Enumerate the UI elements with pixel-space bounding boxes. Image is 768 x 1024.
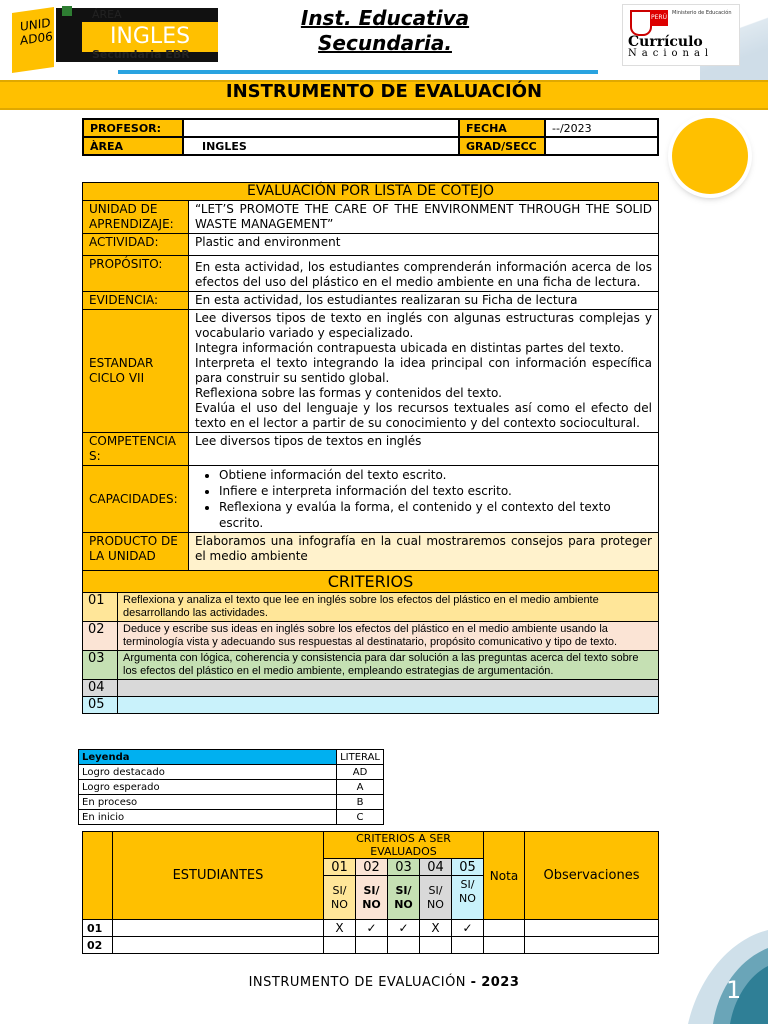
criterio-text[interactable] xyxy=(118,697,659,714)
logo-ministerio: Ministerio de Educación xyxy=(672,10,732,16)
subject-tag: INGLES xyxy=(82,22,218,52)
grad-label: GRAD/SECC xyxy=(459,137,545,155)
estudiantes-header: ESTUDIANTES xyxy=(113,832,324,920)
footer-sep: - xyxy=(470,975,477,990)
mark-cell[interactable] xyxy=(356,937,388,954)
observaciones-header: Observaciones xyxy=(525,832,659,920)
header-ribbon-accent xyxy=(62,6,72,16)
mark-cell[interactable] xyxy=(388,937,420,954)
criterio-num: 04 xyxy=(83,680,118,697)
row-label: ACTIVIDAD: xyxy=(83,234,189,256)
row-value: En esta actividad, los estudiantes realizaran su Ficha de lectura xyxy=(189,292,659,310)
fecha-field[interactable]: --/2023 xyxy=(545,119,658,137)
student-num: 02 xyxy=(83,937,113,954)
footer-year: 2023 xyxy=(481,975,520,990)
grad-field[interactable] xyxy=(545,137,658,155)
leyenda-label: En proceso xyxy=(79,795,337,810)
cotejo-table xyxy=(82,182,659,574)
logo-curriculo: Currículo xyxy=(628,34,703,50)
criterio-col-05: 05 xyxy=(452,859,484,876)
mark-cell[interactable]: ✓ xyxy=(388,920,420,937)
nota-header: Nota xyxy=(484,832,525,920)
area-label: ÁREA xyxy=(92,8,122,21)
row-label: PROPÓSITO: xyxy=(83,256,189,292)
decor-circle xyxy=(672,118,748,194)
criterio-text: Reflexiona y analiza el texto que lee en inglés sobre los efectos del plástico en el medio ambiente desarrollando las actividades. xyxy=(118,593,659,622)
capacidad-item: • Obtiene información del texto escrito. xyxy=(219,467,652,483)
mark-cell[interactable] xyxy=(324,937,356,954)
footer xyxy=(0,975,768,990)
leyenda-table xyxy=(78,749,384,825)
row-label: EVIDENCIA: xyxy=(83,292,189,310)
row-value: Plastic and environment xyxy=(189,234,659,256)
mark-cell[interactable]: X xyxy=(324,920,356,937)
page-title: INSTRUMENTO DE EVALUACIÓN xyxy=(225,81,543,102)
num-col-header xyxy=(83,832,113,920)
leyenda-label: Logro esperado xyxy=(79,780,337,795)
competencias-value: Lee diversos tipos de textos en inglés xyxy=(189,433,659,466)
mark-cell[interactable]: X xyxy=(420,920,452,937)
leyenda-label: Logro destacado xyxy=(79,765,337,780)
footer-text: INSTRUMENTO DE EVALUACIÓN xyxy=(248,975,467,990)
header-divider xyxy=(118,70,598,74)
estandar-line: Lee diversos tipos de texto en inglés con algunas estructuras complejas y vocabulario variado y especializado. xyxy=(195,311,652,340)
row-label: UNIDAD DE APRENDIZAJE: xyxy=(83,201,189,234)
sino-label: SI/ NO xyxy=(324,876,356,920)
sino-label: SI/ NO xyxy=(452,876,484,920)
unit-badge: UNID AD06 xyxy=(12,7,54,73)
student-name-field[interactable] xyxy=(113,937,324,954)
estandar-line: Integra información contrapuesta ubicada en distintas partes del texto. xyxy=(195,341,625,355)
observaciones-field[interactable] xyxy=(525,920,659,937)
sino-label: SI/ NO xyxy=(356,876,388,920)
area-label-cell: ÀREA xyxy=(83,137,183,155)
leyenda-literal: LITERAL xyxy=(337,750,384,765)
nota-field[interactable] xyxy=(484,937,525,954)
criterio-text[interactable] xyxy=(118,680,659,697)
capacidad-item: • Reflexiona y evalúa la forma, el contenido y el contexto del texto escrito. xyxy=(219,499,652,531)
area-field[interactable]: INGLES xyxy=(183,137,459,155)
mark-cell[interactable]: ✓ xyxy=(356,920,388,937)
competencias-label: COMPETENCIAS: xyxy=(83,433,189,466)
logo-nacional: Nacional xyxy=(628,48,714,59)
criterio-num: 01 xyxy=(83,593,118,622)
leyenda-label: En inicio xyxy=(79,810,337,825)
student-num: 01 xyxy=(83,920,113,937)
producto-label: PRODUCTO DE LA UNIDAD xyxy=(83,533,189,574)
estandar-label: ESTANDAR CICLO VII xyxy=(83,310,189,433)
criterios-table xyxy=(82,570,659,714)
sino-label: SI/ NO xyxy=(420,876,452,920)
shield-icon xyxy=(630,10,652,36)
students-table xyxy=(82,831,659,954)
criterio-text: Deduce y escribe sus ideas en inglés sobre los efectos del plástico en el medio ambiente usando la terminología vista y adecuando sus respuestas al destinatario, propósito comunicativo y tipo de texto. xyxy=(118,622,659,651)
level-label: Secundaria EBR xyxy=(92,48,190,61)
row-value: “LET’S PROMOTE THE CARE OF THE ENVIRONMENT THROUGH THE SOLID WASTE MANAGEMENT” xyxy=(189,201,659,234)
criterio-col-03: 03 xyxy=(388,859,420,876)
estandar-line: Interpreta el texto integrando la idea principal con información específica para construir su sentido global. xyxy=(195,356,652,385)
logo-peru: PERÚ xyxy=(650,10,668,26)
capacidades-value xyxy=(189,466,659,533)
estandar-line: Reflexiona sobre las formas y contenidos del texto. xyxy=(195,386,502,400)
cotejo-header: EVALUACIÓN POR LISTA DE COTEJO xyxy=(83,183,659,201)
profesor-label: PROFESOR: xyxy=(83,119,183,137)
criterios-header: CRITERIOS xyxy=(83,571,659,593)
leyenda-value: AD xyxy=(337,765,384,780)
mark-cell[interactable]: ✓ xyxy=(452,920,484,937)
criterio-num: 05 xyxy=(83,697,118,714)
capacidad-item: • Infiere e interpreta información del texto escrito. xyxy=(219,483,652,499)
nota-field[interactable] xyxy=(484,920,525,937)
criterio-num: 02 xyxy=(83,622,118,651)
leyenda-value: C xyxy=(337,810,384,825)
capacidades-label: CAPACIDADES: xyxy=(83,466,189,533)
mark-cell[interactable] xyxy=(420,937,452,954)
institution-title: Inst. Educativa Secundaria. xyxy=(300,6,470,55)
producto-value: Elaboramos una infografía en la cual mostraremos consejos para proteger el medio ambiente xyxy=(189,533,659,574)
student-name-field[interactable] xyxy=(113,920,324,937)
profesor-field[interactable] xyxy=(183,119,459,137)
estandar-line: Evalúa el uso del lenguaje y los recursos textuales así como el efecto del texto en el lector a partir de su conocimiento y del contexto sociocultural. xyxy=(195,401,652,430)
info-table xyxy=(82,118,659,156)
sino-label: SI/ NO xyxy=(388,876,420,920)
criterios-evaluados-header: CRITERIOS A SER EVALUADOS xyxy=(324,832,484,859)
mark-cell[interactable] xyxy=(452,937,484,954)
leyenda-value: B xyxy=(337,795,384,810)
criterio-num: 03 xyxy=(83,651,118,680)
criterio-col-04: 04 xyxy=(420,859,452,876)
estandar-value xyxy=(189,310,659,433)
page-number: 1 xyxy=(726,976,742,1004)
criterio-col-01: 01 xyxy=(324,859,356,876)
fecha-label: FECHA xyxy=(459,119,545,137)
criterio-col-02: 02 xyxy=(356,859,388,876)
criterio-text: Argumenta con lógica, coherencia y consistencia para dar solución a las preguntas acerca del texto sobre los efectos del plástico en el medio ambiente, empleando estrategias de argumentación. xyxy=(118,651,659,680)
row-value: En esta actividad, los estudiantes comprenderán información acerca de los efectos del uso del plástico en el medio ambiente en una ficha de lectura. xyxy=(189,256,659,292)
leyenda-header: Leyenda xyxy=(79,750,337,765)
leyenda-value: A xyxy=(337,780,384,795)
observaciones-field[interactable] xyxy=(525,937,659,954)
